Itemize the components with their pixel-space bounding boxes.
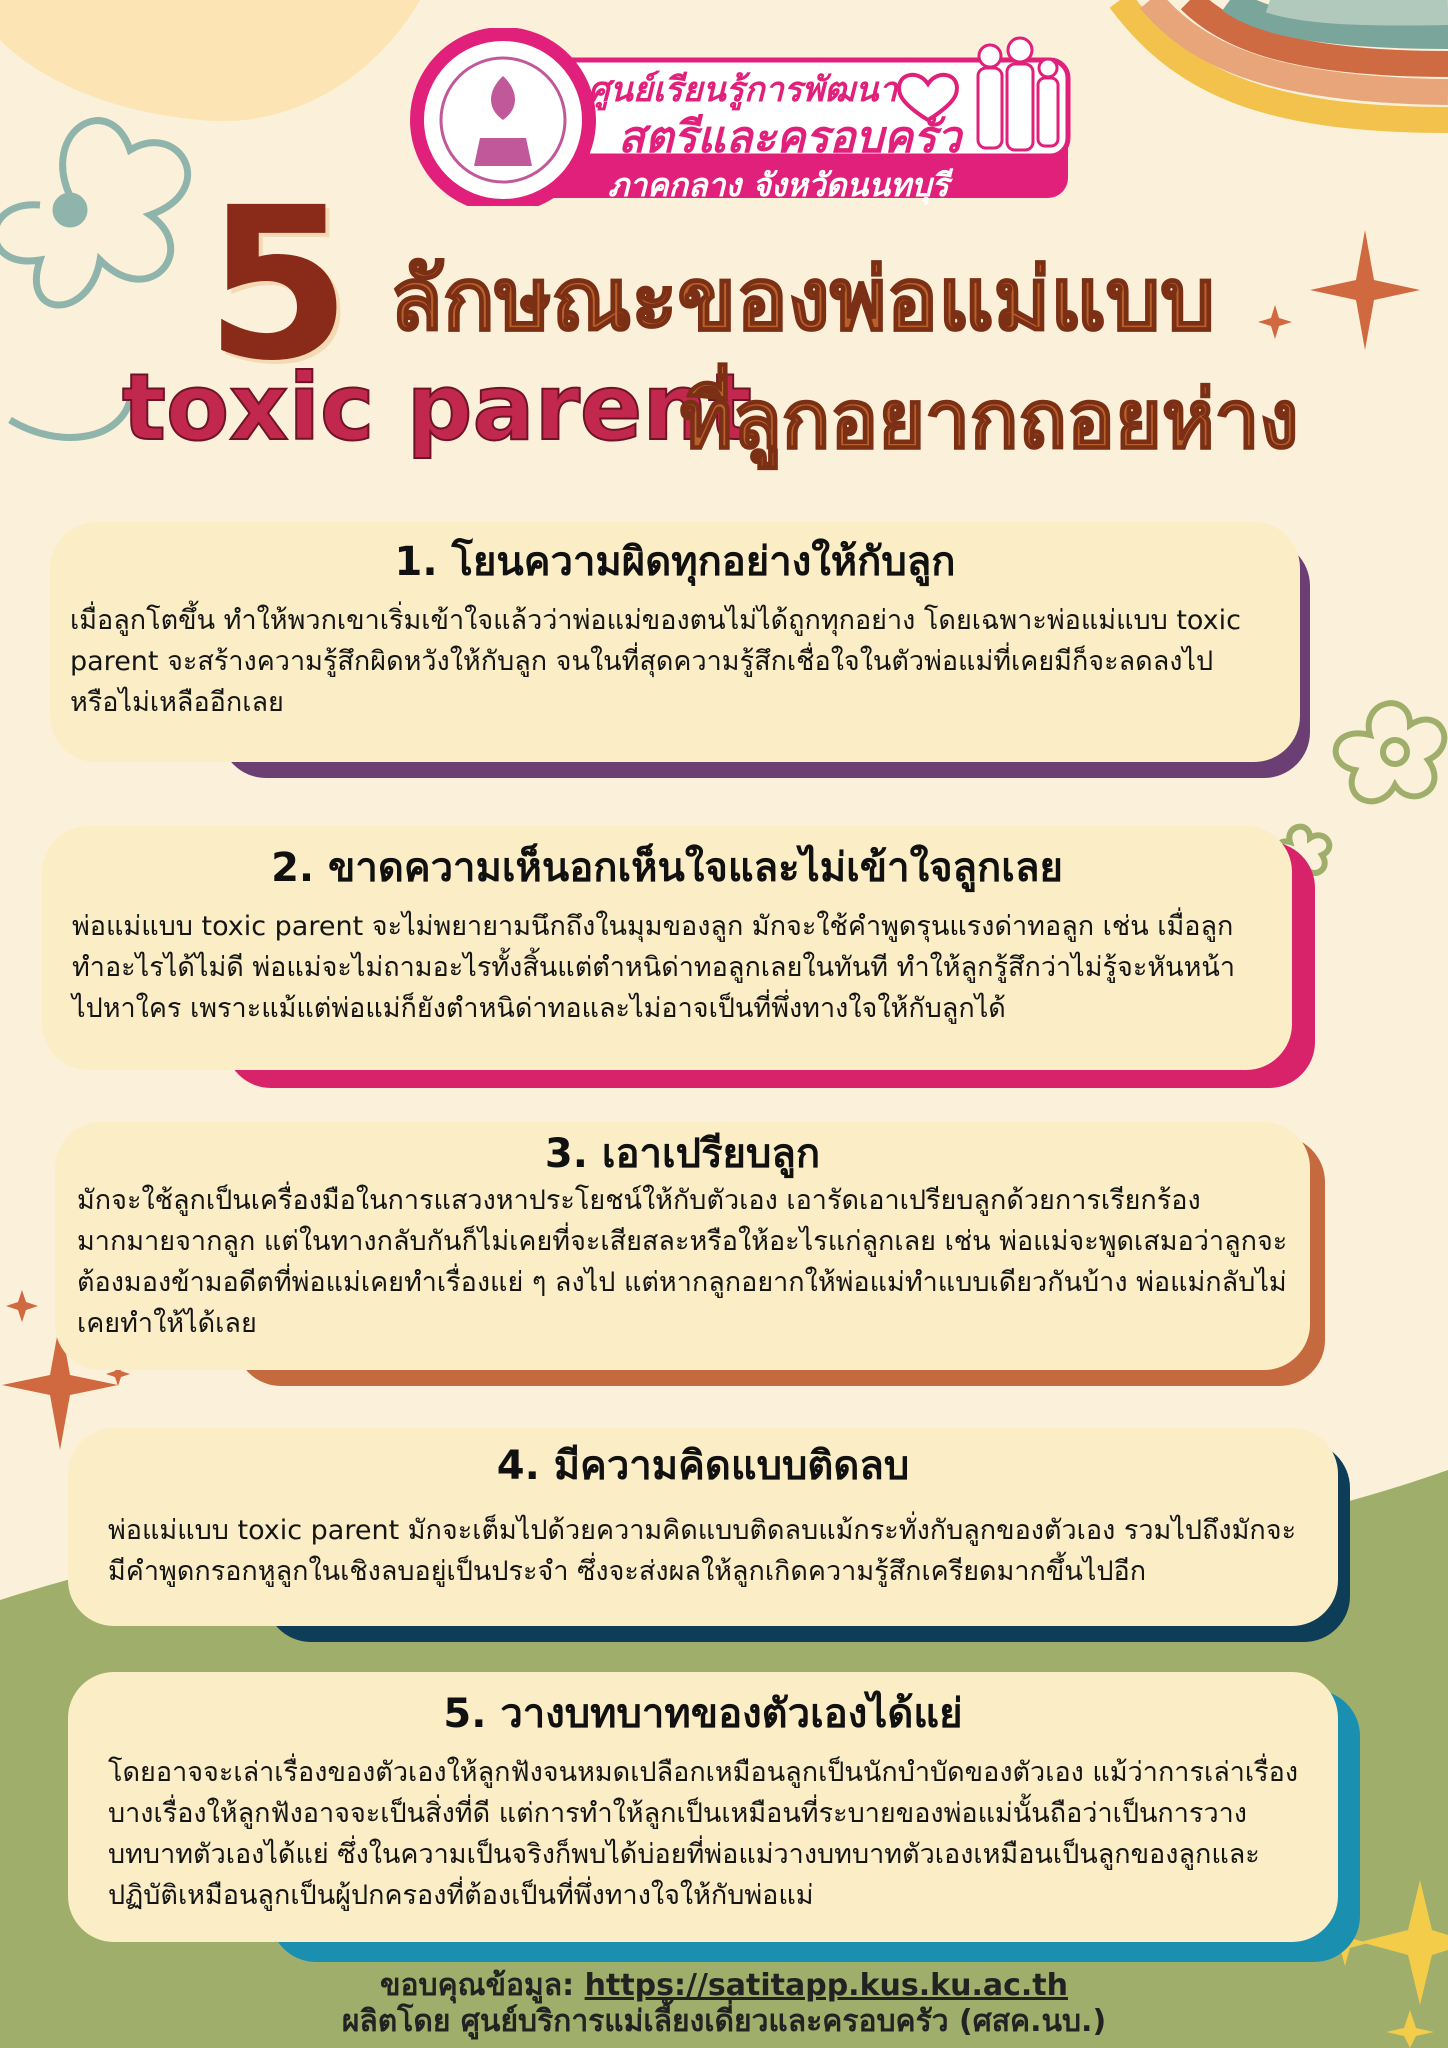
- card-3-heading: 3. เอาเปรียบลูก: [544, 1131, 821, 1177]
- card-5: [68, 1672, 1338, 1942]
- card-1-heading: 1. โยนความผิดทุกอย่างให้กับลูก: [394, 539, 956, 585]
- logo-text-line1: ศูนย์เรียนรู้การพัฒนา: [588, 70, 898, 110]
- card-2-heading: 2. ขาดความเห็นอกเห็นใจและไม่เข้าใจลูกเลย: [271, 845, 1063, 891]
- card-1: [50, 522, 1300, 762]
- card-3: [55, 1122, 1310, 1370]
- card-4-heading: 4. มีความคิดแบบติดลบ: [496, 1443, 910, 1489]
- family-silhouette-icon: [978, 38, 1058, 150]
- footer-credit: [0, 1968, 1448, 2004]
- logo-text-line3: ภาคกลาง จังหวัดนนทบุรี: [608, 166, 949, 204]
- card-2: [42, 826, 1292, 1070]
- card-1-body: เมื่อลูกโตขึ้น ทำให้พวกเขาเริ่มเข้าใจแล้วว่าพ่อแม่ของตนไม่ได้ถูกทุกอย่าง โดยเฉพาะพ่อแม่แบบ toxic parent จะสร้างความรู้สึกผิดหวังให้กับลูก จนในที่สุดความรู้สึกเชื่อใจในตัวพ่อแม่ที่เคยมีก็จะลดลงไปหรือไม่เหลืออีกเลย: [70, 605, 1241, 718]
- card-4: [68, 1428, 1338, 1626]
- logo-text-line2: สตรีและครอบครัว: [618, 112, 962, 163]
- organization-logo: [408, 28, 1074, 206]
- title-line2: ที่ลูกอยากถอยห่าง: [680, 373, 1299, 466]
- footer-credit-label: ขอบคุณข้อมูล:: [380, 1968, 575, 2003]
- footer-credit-link[interactable]: https://satitapp.kus.ku.ac.th: [584, 1968, 1068, 2003]
- card-3-body: มักจะใช้ลูกเป็นเครื่องมือในการแสวงหาประโยชน์ให้กับตัวเอง เอารัดเอาเปรียบลูกด้วยการเรียกร้องมากมายจากลูก แต่ในทางกลับกันก็ไม่เคยที่จะเสียสละหรือให้อะไรแก่ลูกเลย เช่น พ่อแม่จะพูดเสมอว่าลูกจะต้องมองข้ามอดีตที่พ่อแม่เคยทำเรื่องแย่ ๆ ลงไป แต่หากลูกอยากให้พ่อแม่ทำแบบเดียวกันบ้าง พ่อแม่กลับไม่เคยทำให้ได้เลย: [77, 1185, 1288, 1339]
- card-5-heading: 5. วางบทบาทของตัวเองได้แย่: [443, 1691, 963, 1737]
- footer-producer: ผลิตโดย ศูนย์บริการแม่เลี้ยงเดี่ยวและครอบครัว (ศสค.นบ.): [341, 2004, 1107, 2039]
- card-2-body: พ่อแม่แบบ toxic parent จะไม่พยายามนึกถึงในมุมของลูก มักจะใช้คำพูดรุนแรงด่าทอลูก เช่น เมื่อลูกทำอะไรได้ไม่ดี พ่อแม่จะไม่ถามอะไรทั้งสิ้นแต่ตำหนิด่าทอลูกเลยในทันที ทำให้ลูกรู้สึกว่าไม่รู้จะหันหน้าไปหาใคร เพราะแม้แต่พ่อแม่ก็ยังตำหนิด่าทอและไม่อาจเป็นที่พึ่งทางใจให้กับลูกได้: [72, 911, 1236, 1024]
- card-5-body: โดยอาจจะเล่าเรื่องของตัวเองให้ลูกฟังจนหมดเปลือกเหมือนลูกเป็นนักบำบัดของตัวเอง แม้ว่าการเล่าเรื่องบางเรื่องให้ลูกฟังอาจจะเป็นสิ่งที่ดี แต่การทำให้ลูกเป็นเหมือนที่ระบายของพ่อแม่นั้นถือว่าเป็นการวางบทบาทตัวเองได้แย่ ซึ่งในความเป็นจริงก็พบได้บ่อยที่พ่อแม่วางบทบาทตัวเองเหมือนเป็นลูกของลูกและปฏิบัติเหมือนลูกเป็นผู้ปกครองที่ต้องเป็นที่พึ่งทางใจให้กับพ่อแม่: [108, 1757, 1299, 1911]
- card-4-body: พ่อแม่แบบ toxic parent มักจะเต็มไปด้วยความคิดแบบติดลบแม้กระทั่งกับลูกของตัวเอง รวมไปถึงมักจะมีคำพูดกรอกหูลูกในเชิงลบอยู่เป็นประจำ ซึ่งจะส่งผลให้ลูกเกิดความรู้สึกเครียดมากขึ้นไปอีก: [108, 1515, 1297, 1587]
- title-english: toxic parent: [122, 354, 752, 461]
- title-number: 5: [205, 162, 348, 407]
- title-line1: ลักษณะของพ่อแม่แบบ: [390, 250, 1215, 350]
